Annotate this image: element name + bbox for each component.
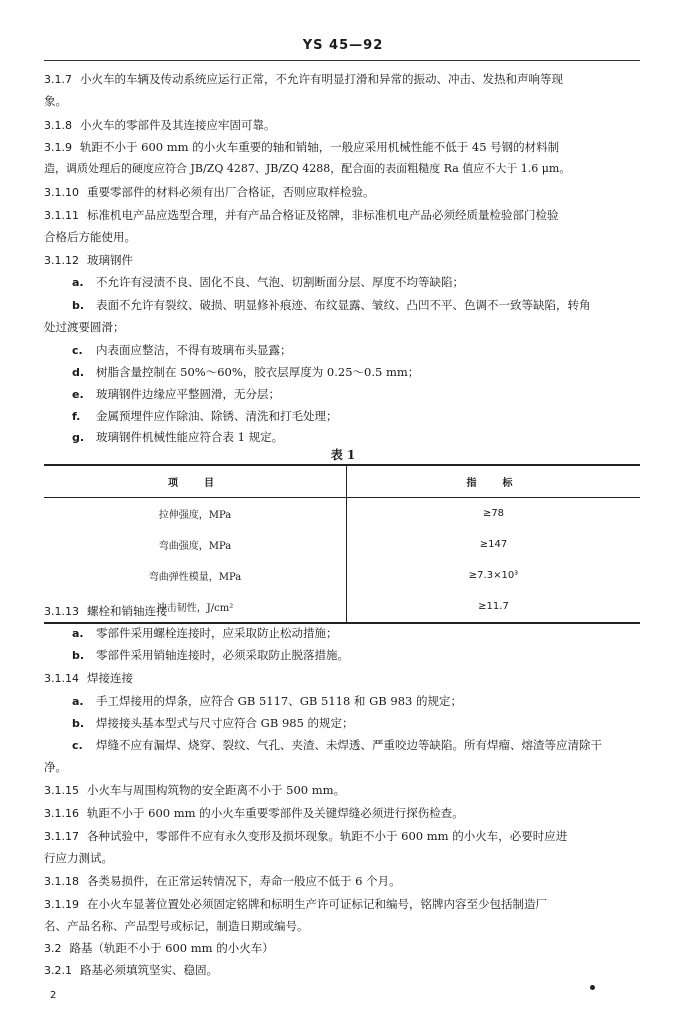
clause-title: 玻璃钢件 bbox=[87, 253, 133, 267]
standard-code-header: YS 45—92 bbox=[302, 38, 384, 53]
clause-text: 轨距不小于 600 mm 的小火车重要零部件及关键焊缝必须进行探伤检查。 bbox=[87, 806, 464, 820]
clause-3-1-8 bbox=[44, 118, 276, 133]
item-label: b. bbox=[72, 299, 85, 312]
clause-text: 标准机电产品应选型合理，并有产品合格证及铭牌，非标准机电产品必须经质量检验部门检验 bbox=[87, 208, 559, 222]
item-3-1-12-a bbox=[72, 275, 464, 290]
property-value: ≥7.3×10³ bbox=[468, 570, 519, 581]
item-label: a. bbox=[72, 276, 84, 289]
clause-3-1-13 bbox=[44, 604, 168, 619]
table-row bbox=[44, 529, 640, 560]
header-divider bbox=[44, 60, 640, 61]
item-label: c. bbox=[72, 344, 83, 357]
item-text: 玻璃钢件机械性能应符合表 1 规定。 bbox=[96, 430, 284, 444]
property-name: 弯曲弹性模量，MPa bbox=[44, 560, 347, 591]
clause-text: 小火车的零部件及其连接应牢固可靠。 bbox=[80, 118, 276, 132]
item-label: b. bbox=[72, 717, 85, 730]
item-text: 不允许有浸渍不良、固化不良、气泡、切割断面分层、厚度不均等缺陷； bbox=[96, 275, 464, 289]
item-3-1-12-b bbox=[72, 298, 591, 313]
clause-title: 焊接连接 bbox=[87, 671, 133, 685]
clause-3-1-11-continued: 合格后方能使用。 bbox=[44, 230, 136, 244]
section-3-2 bbox=[44, 941, 274, 956]
item-label: a. bbox=[72, 695, 84, 708]
property-value: ≥11.7 bbox=[478, 601, 509, 612]
item-3-1-12-c bbox=[72, 343, 292, 358]
clause-title: 螺栓和销轴连接 bbox=[87, 604, 168, 618]
clause-number: 3.1.13 bbox=[44, 605, 79, 618]
clause-text: 重要零部件的材料必须有出厂合格证，否则应取样检验。 bbox=[87, 185, 375, 199]
clause-text: 小火车与周围构筑物的安全距离不小于 500 mm。 bbox=[87, 783, 346, 797]
clause-3-1-9-continued: 造，调质处理后的硬度应符合 JB/ZQ 4287、JB/ZQ 4288，配合面的表面粗糙度 Ra 值应不大于 1.6 μm。 bbox=[44, 162, 571, 175]
scan-speck bbox=[590, 985, 595, 990]
clause-3-1-9 bbox=[44, 140, 559, 155]
clause-number: 3.2 bbox=[44, 942, 62, 955]
item-3-1-14-a bbox=[72, 694, 462, 709]
clause-3-1-15 bbox=[44, 783, 345, 798]
column-header-spec: 指 标 bbox=[466, 478, 521, 489]
item-3-1-14-b bbox=[72, 716, 354, 731]
clause-3-1-17 bbox=[44, 829, 567, 844]
clause-3-1-19-continued: 名、产品名称、产品型号或标记，制造日期或编号。 bbox=[44, 919, 309, 933]
item-3-1-12-f bbox=[72, 409, 338, 424]
clause-number: 3.1.8 bbox=[44, 119, 72, 132]
table-row bbox=[44, 498, 640, 530]
item-3-1-12-d bbox=[72, 365, 419, 380]
clause-3-1-12 bbox=[44, 253, 133, 268]
clause-number: 3.1.10 bbox=[44, 186, 79, 199]
table-header-row bbox=[44, 465, 640, 498]
item-label: a. bbox=[72, 627, 84, 640]
item-3-1-13-a bbox=[72, 626, 338, 641]
clause-number: 3.1.18 bbox=[44, 875, 79, 888]
item-text: 表面不允许有裂纹、破损、明显修补痕迹、布纹显露、皱纹、凸凹不平、色调不一致等缺陷，转角 bbox=[96, 298, 591, 312]
item-3-1-12-b-continued: 处过渡要圆滑； bbox=[44, 320, 125, 334]
section-title: 路基（轨距不小于 600 mm 的小火车） bbox=[69, 941, 274, 955]
item-text: 内表面应整洁，不得有玻璃布头显露； bbox=[96, 343, 292, 357]
item-3-1-13-b bbox=[72, 648, 349, 663]
clause-number: 3.1.19 bbox=[44, 898, 79, 911]
clause-3-1-10 bbox=[44, 185, 375, 200]
item-text: 玻璃钢件边缘应平整圆滑，无分层； bbox=[96, 387, 280, 401]
item-text: 树脂含量控制在 50%～60%，胶衣层厚度为 0.25～0.5 mm； bbox=[96, 365, 420, 379]
item-3-1-12-g bbox=[72, 430, 283, 445]
mechanical-properties-table bbox=[44, 464, 640, 624]
item-text: 手工焊接用的焊条，应符合 GB 5117、GB 5118 和 GB 983 的规定； bbox=[96, 694, 462, 708]
clause-3-1-19 bbox=[44, 897, 547, 912]
clause-number: 3.1.7 bbox=[44, 73, 72, 86]
clause-number: 3.1.17 bbox=[44, 830, 79, 843]
clause-3-1-14 bbox=[44, 671, 133, 686]
item-label: b. bbox=[72, 649, 85, 662]
item-text: 焊接接头基本型式与尺寸应符合 GB 985 的规定； bbox=[96, 716, 354, 730]
item-text: 焊缝不应有漏焊、烧穿、裂纹、气孔、夹渣、未焊透、严重咬边等缺陷。所有焊瘤、熔渣等应清除干 bbox=[96, 738, 602, 752]
clause-number: 3.1.15 bbox=[44, 784, 79, 797]
clause-3-1-11 bbox=[44, 208, 559, 223]
clause-text: 在小火车显著位置处必须固定铭牌和标明生产许可证标记和编号，铭牌内容至少包括制造厂 bbox=[87, 897, 547, 911]
page-number: 2 bbox=[50, 990, 57, 1001]
clause-number: 3.1.9 bbox=[44, 141, 72, 154]
item-label: g. bbox=[72, 431, 85, 444]
clause-text: 轨距不小于 600 mm 的小火车重要的轴和销轴，一般应采用机械性能不低于 45 号钢的材料制 bbox=[80, 140, 560, 154]
clause-3-1-18 bbox=[44, 874, 401, 889]
item-text: 金属预埋件应作除油、除锈、清洗和打毛处理； bbox=[96, 409, 338, 423]
property-name: 冲击韧性，J/cm² bbox=[44, 591, 347, 623]
table-row bbox=[44, 560, 640, 591]
clause-3-2-1 bbox=[44, 963, 218, 978]
clause-3-1-17-continued: 行应力测试。 bbox=[44, 851, 113, 865]
item-text: 零部件采用螺栓连接时，应采取防止松动措施； bbox=[96, 626, 338, 640]
clause-3-1-7 bbox=[44, 72, 563, 87]
clause-3-1-16 bbox=[44, 806, 464, 821]
item-label: c. bbox=[72, 739, 83, 752]
item-label: e. bbox=[72, 388, 84, 401]
column-header-item: 项 目 bbox=[44, 465, 347, 498]
property-name: 弯曲强度，MPa bbox=[44, 529, 347, 560]
property-value: ≥147 bbox=[479, 539, 508, 550]
clause-number: 3.1.12 bbox=[44, 254, 79, 267]
item-text: 零部件采用销轴连接时，必须采取防止脱落措施。 bbox=[96, 648, 349, 662]
property-value: ≥78 bbox=[482, 508, 505, 519]
clause-number: 3.1.14 bbox=[44, 672, 79, 685]
clause-3-1-7-continued: 象。 bbox=[44, 94, 67, 108]
clause-text: 各类易损件，在正常运转情况下，寿命一般应不低于 6 个月。 bbox=[87, 874, 401, 888]
clause-number: 3.1.11 bbox=[44, 209, 79, 222]
item-3-1-12-e bbox=[72, 387, 280, 402]
item-label: d. bbox=[72, 366, 85, 379]
item-3-1-14-c bbox=[72, 738, 602, 753]
clause-number: 3.1.16 bbox=[44, 807, 79, 820]
clause-number: 3.2.1 bbox=[44, 964, 72, 977]
property-name: 拉伸强度，MPa bbox=[44, 498, 347, 530]
clause-text: 小火车的车辆及传动系统应运行正常，不允许有明显打滑和异常的振动、冲击、发热和声响等现 bbox=[80, 72, 563, 86]
item-3-1-14-c-continued: 净。 bbox=[44, 760, 67, 774]
clause-text: 各种试验中，零部件不应有永久变形及损坏现象。轨距不小于 600 mm 的小火车，必要时应进 bbox=[87, 829, 568, 843]
clause-text: 路基必须填筑坚实、稳固。 bbox=[80, 963, 218, 977]
table-caption: 表 1 bbox=[330, 448, 356, 462]
item-label: f. bbox=[72, 410, 81, 423]
